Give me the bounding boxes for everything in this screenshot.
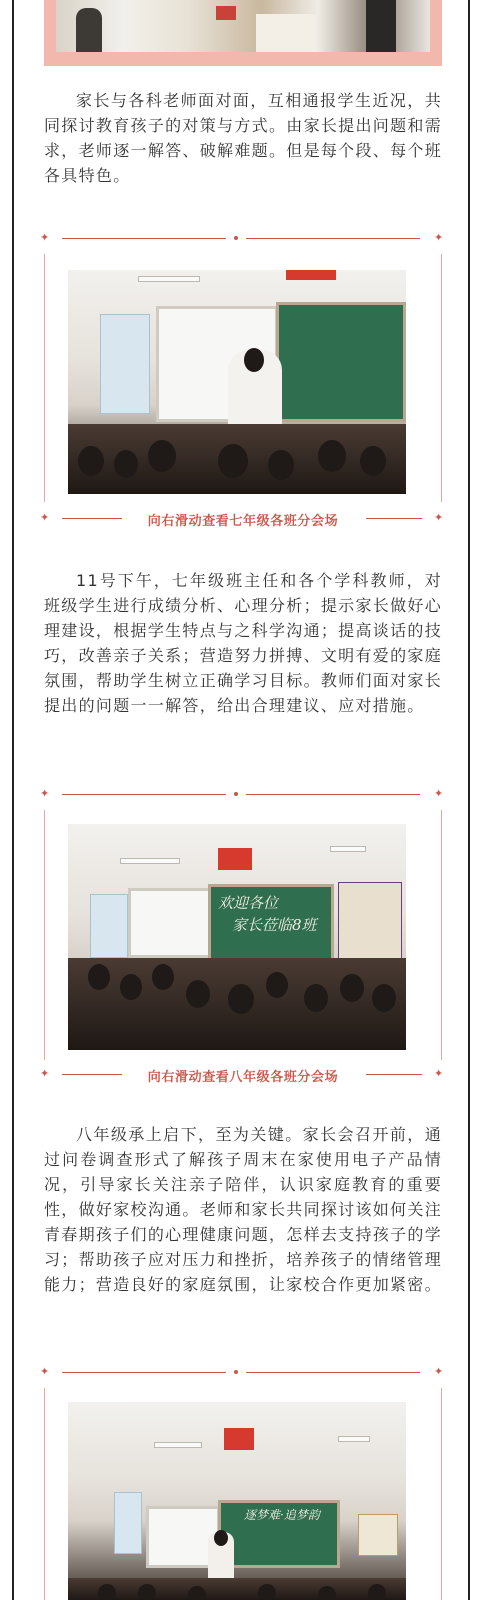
star-icon: ✦ — [434, 1365, 444, 1378]
star-icon: ✦ — [40, 511, 50, 524]
paragraph-grade7: 11号下午，七年级班主任和各个学科教师，对班级学生进行成绩分析、心理分析；提示家长做好心理建设，根据学生特点与之科学沟通；提高谈话的技巧，改善亲子关系；营造努力拼搏、文明有爱的家庭氛围，帮助学生树立正确学习目标。教师们面对家长提出的问题一一解答，给出合理建议、应对措施。 — [44, 571, 442, 715]
star-icon: ✦ — [40, 1067, 50, 1080]
photo-frame-grade9 — [40, 1365, 444, 1600]
board-welcome-line2: 家长莅临8班 — [232, 916, 317, 934]
photo-frame-top — [44, 0, 442, 66]
article-page — [12, 0, 470, 1600]
caption-grade7: 向右滑动查看七年级各班分会场 — [147, 514, 339, 529]
star-icon: ✦ — [40, 1365, 50, 1378]
board-slogan: 逐梦难·追梦韵 — [244, 1508, 320, 1522]
caption-grade8: 向右滑动查看八年级各班分会场 — [147, 1070, 339, 1085]
star-icon: ✦ — [434, 787, 444, 800]
star-icon: ✦ — [40, 787, 50, 800]
star-icon: ✦ — [434, 231, 444, 244]
photo-grade9-classroom — [68, 1402, 406, 1600]
star-icon: ✦ — [434, 1067, 444, 1080]
photo-grade8-classroom — [68, 824, 406, 1050]
board-welcome-line1: 欢迎各位 — [218, 894, 279, 912]
photo-meeting-top — [56, 0, 430, 52]
photo-frame-grade7 — [40, 231, 444, 532]
photo-grade7-classroom — [68, 270, 406, 494]
paragraph-grade8: 八年级承上启下，至为关键。家长会召开前，通过问卷调查形式了解孩子周末在家使用电子产品情况，引导家长关注亲子陪伴，认识家庭教育的重要性，做好家校沟通。老师和家长共同探讨该如何关注青春期孩子们的心理健康问题，怎样去支持孩子的学习；帮助孩子应对压力和挫折，培养孩子的情绪管理能力；营造良好的家庭氛围，让家校合作更加紧密。 — [44, 1125, 442, 1294]
star-icon: ✦ — [434, 511, 444, 524]
star-icon: ✦ — [40, 231, 50, 244]
photo-frame-grade8 — [40, 787, 444, 1088]
paragraph-intro: 家长与各科老师面对面，互相通报学生近况，共同探讨教育孩子的对策与方式。由家长提出问题和需求，老师逐一解答、破解难题。但是每个段、每个班各具特色。 — [44, 91, 442, 185]
